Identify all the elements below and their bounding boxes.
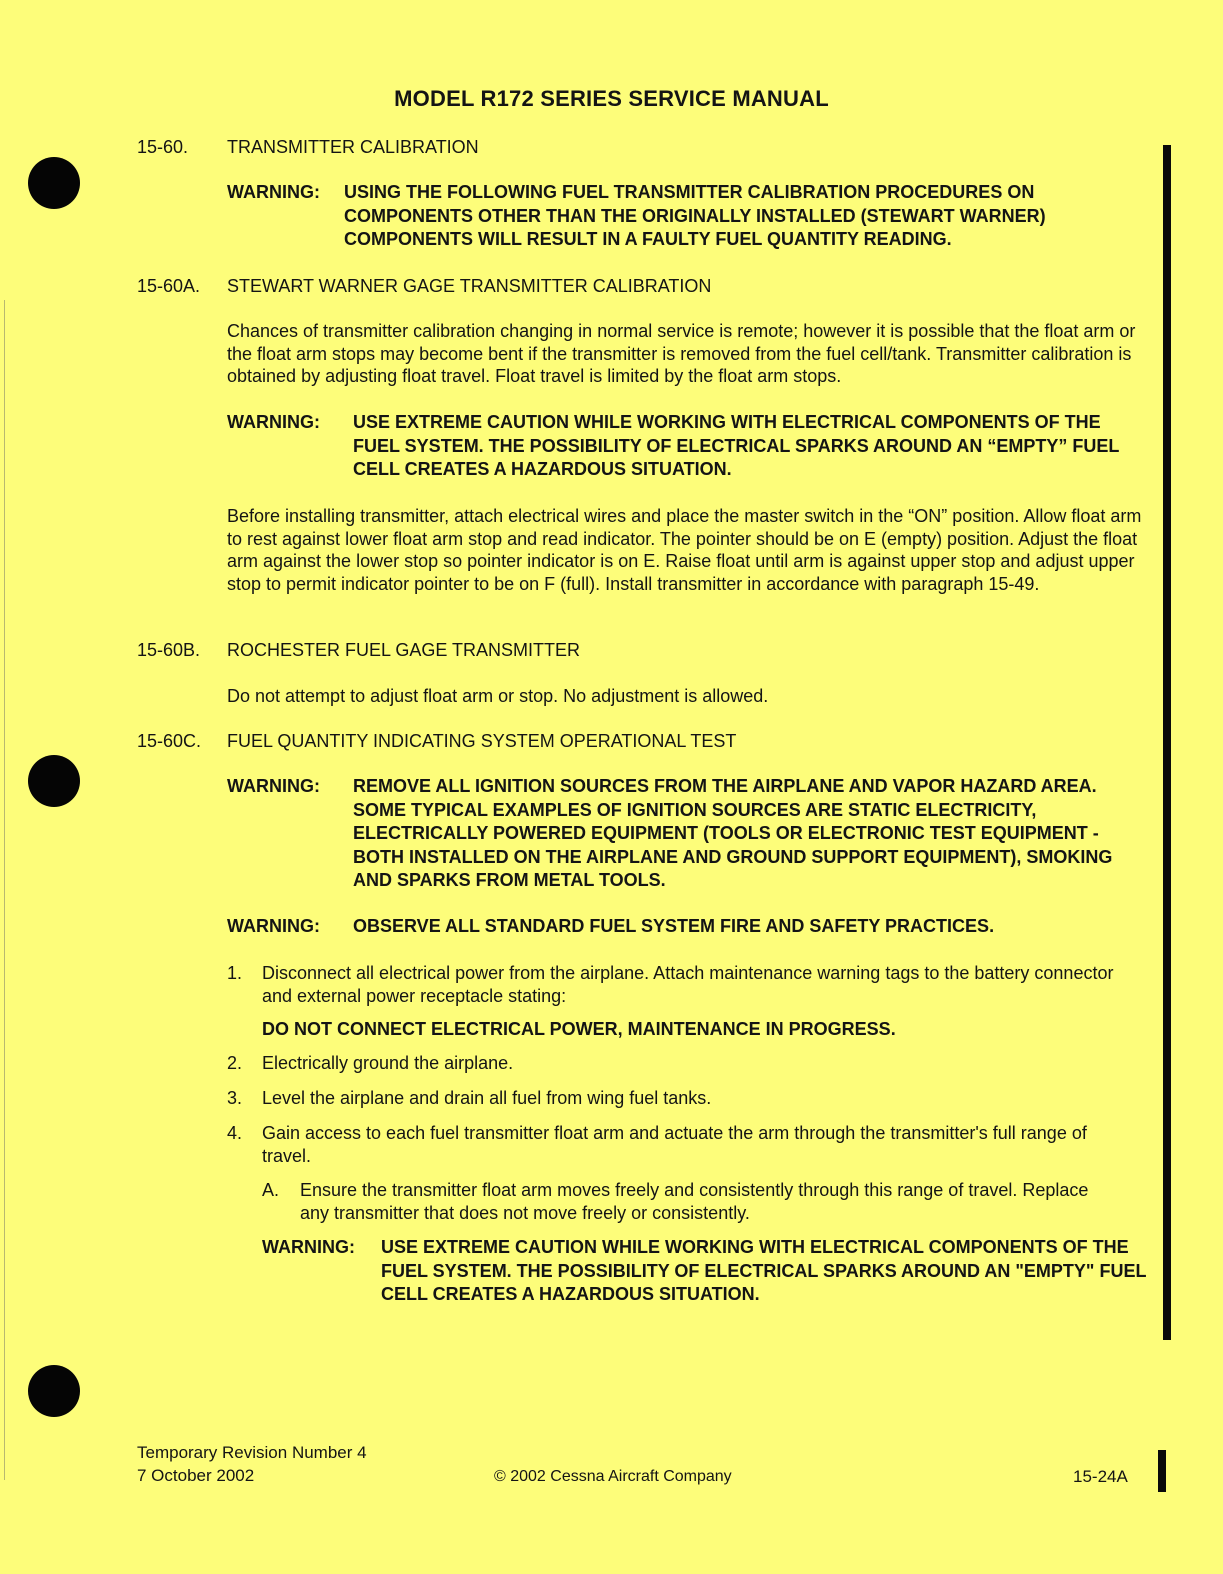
revision-bar <box>1163 145 1171 1340</box>
revision-bar-footer <box>1158 1450 1166 1492</box>
maintenance-tag-text: DO NOT CONNECT ELECTRICAL POWER, MAINTENANCE IN PROGRESS. <box>262 1019 896 1039</box>
step-text: Level the airplane and drain all fuel from wing fuel tanks. <box>262 1088 712 1108</box>
binder-hole-bottom <box>28 1365 80 1417</box>
footer-date: 7 October 2002 <box>137 1466 255 1485</box>
section-number: 15-60C. <box>137 731 202 751</box>
list-item <box>227 1087 1132 1110</box>
warning-label: WARNING: <box>227 412 320 432</box>
page-number: 15-24A <box>1073 1467 1128 1486</box>
warning-block <box>227 915 1152 939</box>
list-item <box>227 1122 1132 1167</box>
footer-revision: Temporary Revision Number 4 <box>137 1443 367 1462</box>
paragraph: Do not attempt to adjust float arm or stop. No adjustment is allowed. <box>227 686 769 706</box>
warning-label: WARNING: <box>227 776 320 796</box>
list-item <box>227 1052 1132 1075</box>
step-text: Electrically ground the airplane. <box>262 1053 514 1073</box>
step-number: A. <box>262 1180 280 1200</box>
warning-block <box>262 1236 1152 1307</box>
step-number: 3. <box>227 1088 243 1108</box>
section-title: STEWART WARNER GAGE TRANSMITTER CALIBRATION <box>227 276 712 296</box>
section-title: ROCHESTER FUEL GAGE TRANSMITTER <box>227 640 581 660</box>
warning-text: REMOVE ALL IGNITION SOURCES FROM THE AIRPLANE AND VAPOR HAZARD AREA. SOME TYPICAL EXAMPLES OF IGNITION SOURCES ARE STATIC ELECTRICITY, ELECTRICALLY POWERED EQUIPMENT (TOOLS OR ELECTRONIC TEST EQUIPMENT - BOTH INSTALLED ON THE AIRPLANE AND GROUND SUPPORT EQUIPMENT), SMOKING AND SPARKS FROM METAL TOOLS. <box>353 776 1113 890</box>
step-text: Gain access to each fuel transmitter float arm and actuate the arm through the transmitter's full range of travel. <box>262 1123 1087 1166</box>
warning-block <box>227 181 1147 252</box>
warning-text: USING THE FOLLOWING FUEL TRANSMITTER CALIBRATION PROCEDURES ON COMPONENTS OTHER THAN THE ORIGINALLY INSTALLED (STEWART WARNER) COMPONENTS WILL RESULT IN A FAULTY FUEL QUANTITY READING. <box>344 182 1046 249</box>
step-number: 1. <box>227 963 243 983</box>
warning-text: USE EXTREME CAUTION WHILE WORKING WITH ELECTRICAL COMPONENTS OF THE FUEL SYSTEM. THE POSSIBILITY OF ELECTRICAL SPARKS AROUND AN "EMPTY" FUEL CELL CREATES A HAZARDOUS SITUATION. <box>381 1237 1147 1304</box>
step-text: Ensure the transmitter float arm moves freely and consistently through this range of travel. Replace any transmitter that does not move freely or consistently. <box>300 1180 1089 1223</box>
paragraph: Chances of transmitter calibration changing in normal service is remote; however it is possible that the float arm or the float arm stops may become bent if the transmitter is removed from the fuel cell/tank. Transmitter calibration is obtained by adjusting float travel. Float travel is limited by the float arm stops. <box>227 321 1136 386</box>
step-number: 4. <box>227 1123 243 1143</box>
binder-hole-middle <box>28 755 80 807</box>
left-edge-line <box>4 300 5 1480</box>
warning-text: USE EXTREME CAUTION WHILE WORKING WITH ELECTRICAL COMPONENTS OF THE FUEL SYSTEM. THE POSSIBILITY OF ELECTRICAL SPARKS AROUND AN “EMPTY” FUEL CELL CREATES A HAZARDOUS SITUATION. <box>353 412 1120 479</box>
warning-label: WARNING: <box>227 916 320 936</box>
warning-text: OBSERVE ALL STANDARD FUEL SYSTEM FIRE AND SAFETY PRACTICES. <box>353 916 995 936</box>
warning-label: WARNING: <box>227 182 320 202</box>
warning-block <box>227 775 1152 893</box>
step-text: Disconnect all electrical power from the airplane. Attach maintenance warning tags to the battery connector and external power receptacle stating: <box>262 963 1114 1006</box>
list-item <box>262 1179 1112 1224</box>
section-number: 15-60A. <box>137 276 201 296</box>
page-title: MODEL R172 SERIES SERVICE MANUAL <box>394 86 829 111</box>
warning-label: WARNING: <box>262 1237 355 1257</box>
paragraph: Before installing transmitter, attach electrical wires and place the master switch in the “ON” position. Allow float arm to rest against lower float arm stop and read indicator. The pointer should be on E (empty) position. Adjust the float arm against the lower stop so pointer indicator is on E. Raise float until arm is against upper stop and adjust upper stop to permit indicator pointer to be on F (full). Install transmitter in accordance with paragraph 15-49. <box>227 506 1142 594</box>
step-number: 2. <box>227 1053 243 1073</box>
warning-block <box>227 411 1152 482</box>
list-item <box>227 962 1132 1007</box>
binder-hole-top <box>28 157 80 209</box>
section-number: 15-60. <box>137 137 189 157</box>
section-number: 15-60B. <box>137 640 201 660</box>
section-title: FUEL QUANTITY INDICATING SYSTEM OPERATIONAL TEST <box>227 731 737 751</box>
section-title: TRANSMITTER CALIBRATION <box>227 137 479 157</box>
footer-copyright: © 2002 Cessna Aircraft Company <box>494 1468 732 1485</box>
